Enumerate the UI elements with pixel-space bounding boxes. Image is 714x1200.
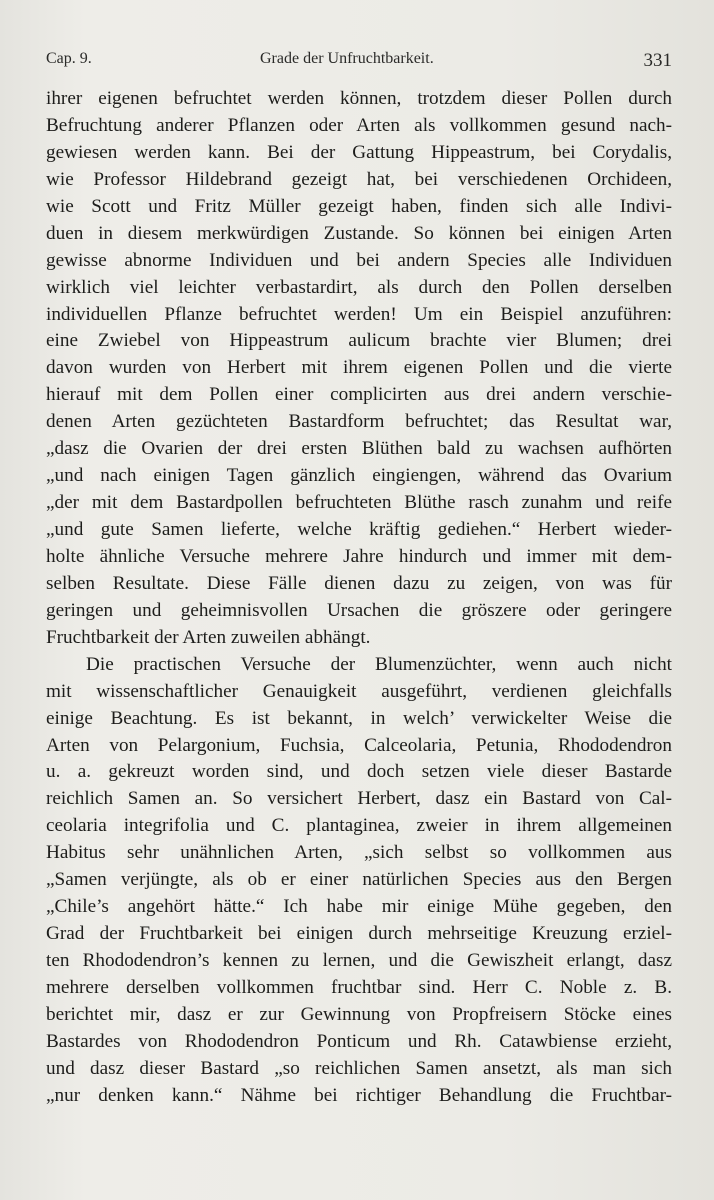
- running-head: [46, 50, 672, 74]
- text-line: berichtet mir, dasz er zur Gewinnung von Propfreisern Stöcke eines: [46, 1003, 672, 1025]
- text-line: individuellen Pflanze befruchtet werden! Um ein Beispiel anzuführen:: [46, 303, 672, 325]
- text-line: denen Arten gezüchteten Bastardform befruchtet; das Resultat war,: [46, 411, 672, 433]
- text-line: Arten von Pelargonium, Fuchsia, Calceolaria, Petunia, Rhododendron: [46, 734, 672, 756]
- text-line: „und nach einigen Tagen gänzlich eingiengen, während das Ovarium: [46, 465, 672, 487]
- paragraph-1: [46, 86, 672, 652]
- text-line: u. a. gekreuzt worden sind, und doch setzen viele dieser Bastarde: [46, 761, 672, 783]
- text-line: „Chile’s angehört hätte.“ Ich habe mir einige Mühe gegeben, den: [46, 896, 672, 918]
- section-title: Grade der Unfruchtbarkeit.: [260, 50, 434, 67]
- text-line: Die practischen Versuche der Blumenzüchter, wenn auch nicht: [86, 653, 672, 675]
- text-line: Befruchtung anderer Pflanzen oder Arten als vollkommen gesund nach-: [46, 114, 672, 136]
- text-line: gewisse abnorme Individuen und bei andern Species alle Individuen: [46, 249, 672, 271]
- text-line: einige Beachtung. Es ist bekannt, in welch’ verwickelter Weise die: [46, 707, 672, 729]
- chapter-label: Cap. 9.: [46, 50, 92, 67]
- text-line: mehrere derselben vollkommen fruchtbar sind. Herr C. Noble z. B.: [46, 976, 672, 998]
- text-line: „nur denken kann.“ Nähme bei richtiger Behandlung die Fruchtbar-: [46, 1084, 672, 1106]
- text-line: Habitus sehr unähnlichen Arten, „sich selbst so vollkommen aus: [46, 842, 672, 864]
- text-line: geringen und geheimnisvollen Ursachen die gröszere oder geringere: [46, 599, 672, 621]
- text-line: wie Scott und Fritz Müller gezeigt haben, finden sich alle Indivi-: [46, 195, 672, 217]
- text-line: holte ähnliche Versuche mehrere Jahre hindurch und immer mit dem-: [46, 545, 672, 567]
- text-line: ceolaria integrifolia und C. plantaginea, zweier in ihrem allgemeinen: [46, 815, 672, 837]
- text-line: duen in diesem merkwürdigen Zustande. So können bei einigen Arten: [46, 222, 672, 244]
- page-number: 331: [643, 50, 672, 71]
- text-line: wie Professor Hildebrand gezeigt hat, bei verschiedenen Orchideen,: [46, 168, 672, 190]
- text-line: selben Resultate. Diese Fälle dienen dazu zu zeigen, von was für: [46, 572, 672, 594]
- text-line: „und gute Samen lieferte, welche kräftig gediehen.“ Herbert wieder-: [46, 519, 672, 540]
- text-line: „dasz die Ovarien der drei ersten Blüthen bald zu wachsen aufhörten: [46, 438, 672, 460]
- text-line: hierauf mit dem Pollen einer complicirten aus drei andern verschie-: [46, 384, 672, 406]
- paragraph-2: [46, 652, 672, 1110]
- text-line: Fruchtbarkeit der Arten zuweilen abhängt.: [46, 626, 371, 648]
- text-line: mit wissenschaftlicher Genauigkeit ausgeführt, verdienen gleichfalls: [46, 680, 672, 702]
- text-line: reichlich Samen an. So versichert Herbert, dasz ein Bastard von Cal-: [46, 788, 672, 810]
- text-line: eine Zwiebel von Hippeastrum aulicum brachte vier Blumen; drei: [46, 330, 672, 352]
- text-line: davon wurden von Herbert mit ihrem eigenen Pollen und die vierte: [46, 357, 672, 379]
- text-line: gewiesen werden kann. Bei der Gattung Hippeastrum, bei Corydalis,: [46, 141, 672, 163]
- text-line: ihrer eigenen befruchtet werden können, trotzdem dieser Pollen durch: [46, 88, 672, 109]
- text-line: Grad der Fruchtbarkeit bei einigen durch mehrseitige Kreuzung erziel-: [46, 923, 672, 945]
- body-text: [46, 86, 672, 1110]
- text-line: ten Rhododendron’s kennen zu lernen, und die Gewiszheit erlangt, dasz: [46, 950, 672, 971]
- text-line: „der mit dem Bastardpollen befruchteten Blüthe rasch zunahm und reife: [46, 492, 672, 514]
- text-line: Bastardes von Rhododendron Ponticum und Rh. Catawbiense erzieht,: [46, 1030, 672, 1052]
- text-line: und dasz dieser Bastard „so reichlichen Samen ansetzt, als man sich: [46, 1057, 672, 1079]
- text-line: wirklich viel leichter verbastardirt, als durch den Pollen derselben: [46, 276, 672, 298]
- text-line: „Samen verjüngte, als ob er einer natürlichen Species aus den Bergen: [46, 869, 672, 891]
